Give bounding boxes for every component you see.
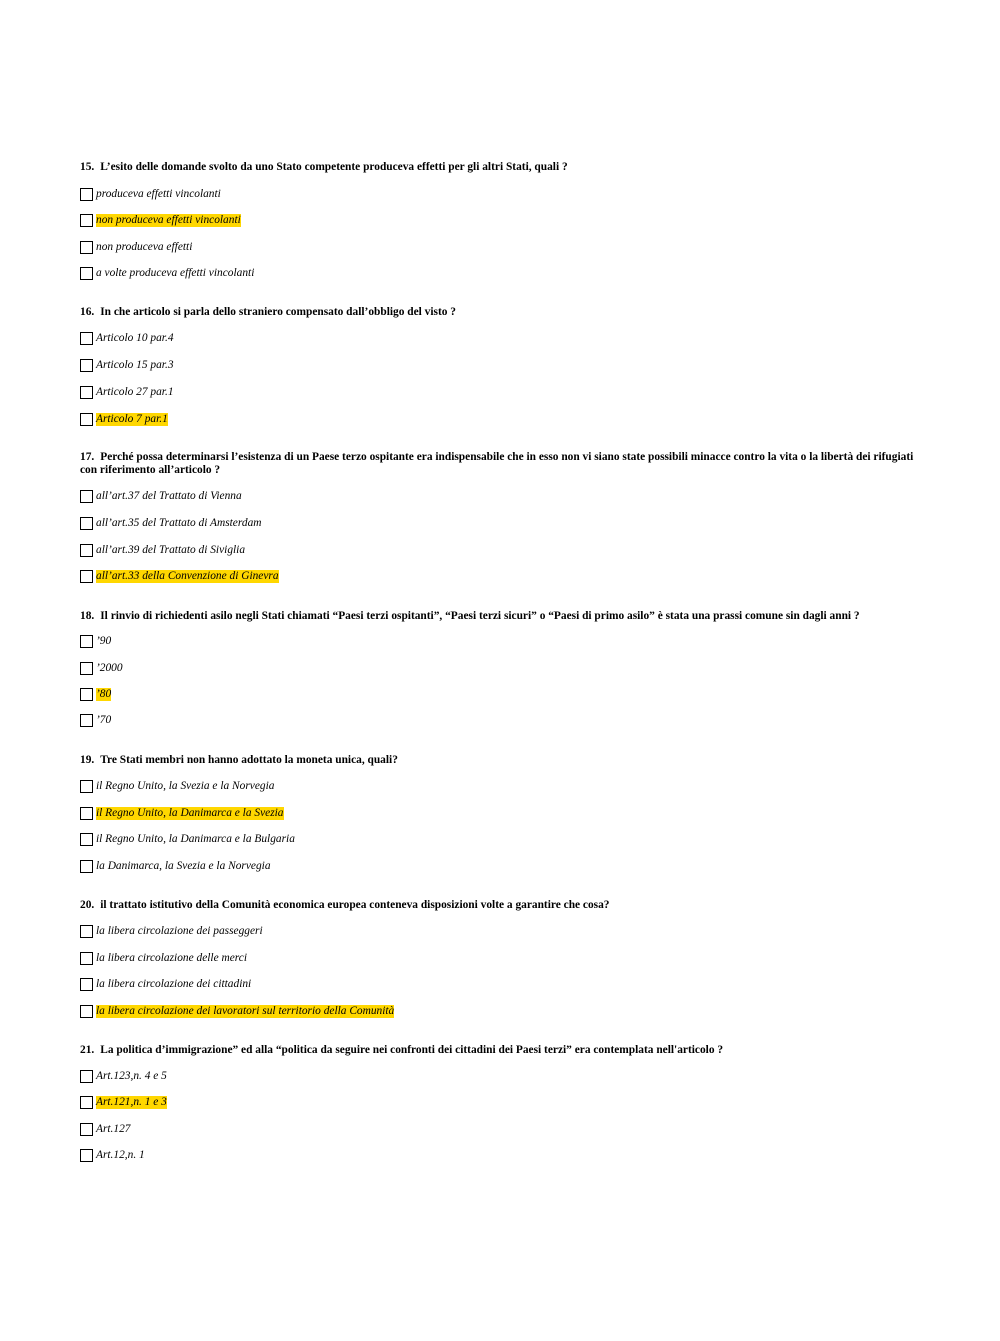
option[interactable] (80, 186, 221, 202)
checkbox[interactable] (80, 978, 93, 991)
option-text: all’art.39 del Trattato di Siviglia (96, 543, 246, 556)
question-20 (80, 899, 920, 1017)
checkbox[interactable] (80, 413, 93, 426)
option[interactable] (80, 488, 242, 504)
checkbox[interactable] (80, 807, 93, 820)
option[interactable] (80, 633, 111, 649)
option[interactable] (80, 384, 174, 400)
question-19 (80, 754, 920, 872)
checkbox[interactable] (80, 635, 93, 648)
option[interactable] (80, 660, 123, 676)
checkbox[interactable] (80, 517, 93, 530)
question-title (80, 754, 920, 767)
question-title (80, 610, 920, 623)
checkbox[interactable] (80, 241, 93, 254)
question-title (80, 899, 920, 912)
checkbox[interactable] (80, 1096, 93, 1109)
option[interactable] (80, 330, 174, 346)
option-text-highlighted: all’art.33 della Convenzione di Ginevra (96, 569, 279, 582)
option-text: Art.12,n. 1 (96, 1148, 145, 1161)
question-text: Tre Stati membri non hanno adottato la moneta unica, quali? (100, 754, 398, 766)
question-text: La politica d’immigrazione” ed alla “politica da seguire nei confronti dei cittadini dei Paesi terzi” era contemplata nell'articolo ? (100, 1044, 724, 1056)
option[interactable] (80, 805, 284, 821)
option[interactable] (80, 831, 295, 847)
question-text: Il rinvio di richiedenti asilo negli Stati chiamati “Paesi terzi ospitanti”, “Paesi terzi sicuri” o “Paesi di primo asilo” è stata una prassi comune sin dagli anni ? (100, 610, 860, 622)
checkbox[interactable] (80, 544, 93, 557)
checkbox[interactable] (80, 267, 93, 280)
option-text: ’90 (96, 634, 112, 647)
option-text: Articolo 15 par.3 (96, 358, 174, 371)
option-text: ’2000 (96, 661, 123, 674)
option-text-highlighted: Art.121,n. 1 e 3 (96, 1095, 167, 1108)
option[interactable] (80, 515, 262, 531)
question-number: 17. (80, 451, 95, 463)
option-text: ’70 (96, 713, 112, 726)
checkbox[interactable] (80, 359, 93, 372)
option[interactable] (80, 1121, 131, 1137)
option[interactable] (80, 1003, 394, 1019)
checkbox[interactable] (80, 1070, 93, 1083)
option[interactable] (80, 568, 279, 584)
option[interactable] (80, 265, 254, 281)
option-text: il Regno Unito, la Danimarca e la Bulgaria (96, 832, 295, 845)
option-text: produceva effetti vincolanti (96, 187, 221, 200)
checkbox[interactable] (80, 386, 93, 399)
checkbox[interactable] (80, 688, 93, 701)
option[interactable] (80, 950, 247, 966)
option[interactable] (80, 1068, 167, 1084)
option-text: la libera circolazione delle merci (96, 951, 247, 964)
question-title (80, 306, 920, 319)
option[interactable] (80, 239, 192, 255)
option-text: all’art.35 del Trattato di Amsterdam (96, 516, 262, 529)
question-text: L’esito delle domande svolto da uno Stato competente produceva effetti per gli altri Stati, quali ? (100, 161, 568, 173)
option[interactable] (80, 411, 168, 427)
option-text-highlighted: non produceva effetti vincolanti (96, 213, 241, 226)
option[interactable] (80, 357, 174, 373)
question-text: In che articolo si parla dello straniero compensato dall’obbligo del visto ? (100, 306, 456, 318)
checkbox[interactable] (80, 188, 93, 201)
checkbox[interactable] (80, 490, 93, 503)
question-number: 19. (80, 754, 95, 766)
checkbox[interactable] (80, 780, 93, 793)
option[interactable] (80, 778, 274, 794)
option-text: Articolo 27 par.1 (96, 385, 174, 398)
option-text: la libera circolazione dei cittadini (96, 977, 252, 990)
option-text: Art.123,n. 4 e 5 (96, 1069, 167, 1082)
question-title (80, 451, 920, 477)
checkbox[interactable] (80, 925, 93, 938)
option-text-highlighted: ’80 (96, 687, 112, 700)
option[interactable] (80, 858, 271, 874)
question-number: 18. (80, 610, 95, 622)
option-text: la Danimarca, la Svezia e la Norvegia (96, 859, 271, 872)
option-text-highlighted: il Regno Unito, la Danimarca e la Svezia (96, 806, 284, 819)
option[interactable] (80, 923, 263, 939)
question-17 (80, 451, 920, 582)
option[interactable] (80, 542, 245, 558)
checkbox[interactable] (80, 860, 93, 873)
checkbox[interactable] (80, 332, 93, 345)
option[interactable] (80, 1094, 167, 1110)
question-text: Perché possa determinarsi l’esistenza di un Paese terzo ospitante era indispensabile che in esso non vi siano state possibili minacce contro la vita o la libertà dei rifugiati con riferimento all’articolo ? (80, 451, 917, 476)
question-text: il trattato istitutivo della Comunità economica europea conteneva disposizioni volte a garantire che cosa? (100, 899, 610, 911)
option-text: all’art.37 del Trattato di Vienna (96, 489, 242, 502)
question-18 (80, 610, 920, 726)
option[interactable] (80, 1147, 145, 1163)
checkbox[interactable] (80, 1123, 93, 1136)
option-text: non produceva effetti (96, 240, 193, 253)
option[interactable] (80, 212, 241, 228)
option-text: Art.127 (96, 1122, 131, 1135)
option-text: a volte produceva effetti vincolanti (96, 266, 255, 279)
option-text-highlighted: Articolo 7 par.1 (96, 412, 168, 425)
question-number: 16. (80, 306, 95, 318)
checkbox[interactable] (80, 1149, 93, 1162)
checkbox[interactable] (80, 952, 93, 965)
question-number: 15. (80, 161, 95, 173)
option-text: il Regno Unito, la Svezia e la Norvegia (96, 779, 275, 792)
checkbox[interactable] (80, 214, 93, 227)
option[interactable] (80, 976, 251, 992)
question-number: 21. (80, 1044, 95, 1056)
option[interactable] (80, 712, 111, 728)
option[interactable] (80, 686, 111, 702)
question-16 (80, 306, 920, 425)
checkbox[interactable] (80, 662, 93, 675)
question-number: 20. (80, 899, 95, 911)
checkbox[interactable] (80, 833, 93, 846)
question-21 (80, 1044, 920, 1161)
option-text: la libera circolazione dei passeggeri (96, 924, 263, 937)
question-title (80, 161, 920, 174)
checkbox[interactable] (80, 570, 93, 583)
checkbox[interactable] (80, 714, 93, 727)
option-text: Articolo 10 par.4 (96, 331, 174, 344)
question-15 (80, 161, 920, 279)
checkbox[interactable] (80, 1005, 93, 1018)
question-title (80, 1044, 920, 1057)
option-text-highlighted: la libera circolazione dei lavoratori sul territorio della Comunità (96, 1004, 395, 1017)
